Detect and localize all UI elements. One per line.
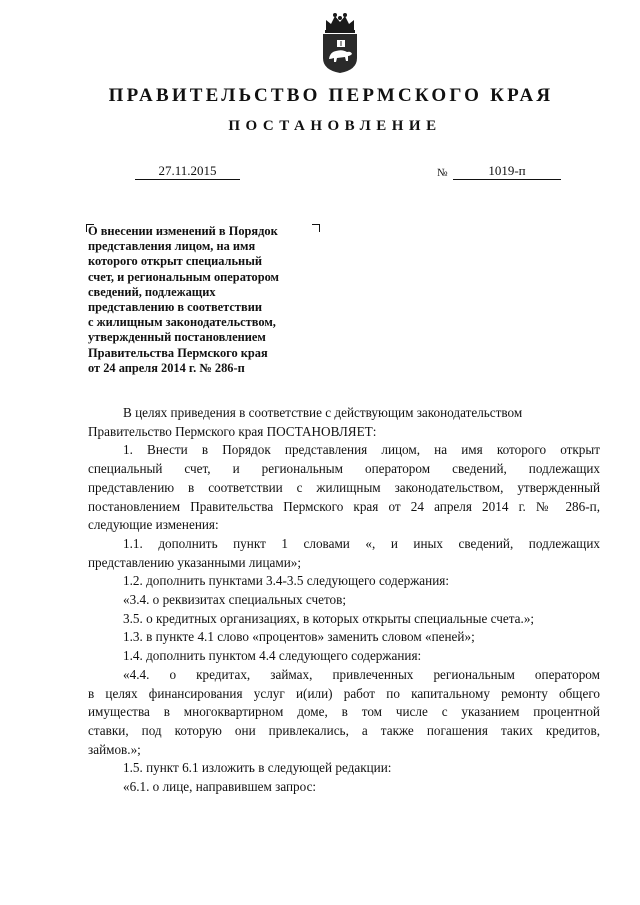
item-3-5: 3.5. о кредитных организациях, в которых открыты специальные счета.»; bbox=[123, 610, 535, 626]
document-date: 27.11.2015 bbox=[135, 163, 240, 180]
paragraph-1-line: специальный счет, и региональным оператором сведений, подлежащих bbox=[88, 461, 600, 477]
intro-line: Правительство Пермского края ПОСТАНОВЛЯЕТ: bbox=[88, 423, 377, 439]
document-number: 1019-п bbox=[453, 163, 561, 180]
intro-line: В целях приведения в соответствие с действующим законодательством bbox=[123, 405, 523, 420]
item-4-4-line: имущества в многоквартирном доме, в том числе с указанием процентной bbox=[88, 704, 600, 720]
subject-line: от 24 апреля 2014 г. № 286-п bbox=[88, 360, 245, 375]
item-3-4: «3.4. о реквизитах специальных счетов; bbox=[123, 592, 347, 608]
item-1-3: 1.3. в пункте 4.1 слово «процентов» заменить словом «пеней»; bbox=[123, 629, 475, 645]
paragraph-1-line: следующие изменения: bbox=[88, 517, 219, 533]
paragraph-1-line: представлению в соответствии с жилищным законодательством, утвержденный bbox=[88, 479, 600, 495]
item-1-1-line: представлению указанными лицами»; bbox=[88, 554, 302, 570]
item-4-4-line: «4.4. о кредитах, займах, привлеченных региональным оператором bbox=[123, 666, 600, 682]
item-6-1: «6.1. о лице, направившем запрос: bbox=[123, 779, 317, 795]
subject-line: счет, и региональным оператором bbox=[88, 269, 279, 284]
item-4-4-line: займов.»; bbox=[88, 741, 141, 757]
document-subject bbox=[88, 224, 320, 376]
number-sign: № bbox=[437, 167, 448, 179]
subject-line: Правительства Пермского края bbox=[88, 345, 268, 360]
item-4-4-line: в целях финансирования услуг и(или) работ по капитальному ремонту общего bbox=[88, 685, 600, 701]
subject-line: утвержденный постановлением bbox=[88, 330, 266, 345]
paragraph-1-line: 1. Внести в Порядок представления лицом, на имя которого открыт bbox=[123, 442, 600, 458]
item-1-1-line: 1.1. дополнить пункт 1 словами «, и иных сведений, подлежащих bbox=[123, 535, 600, 551]
item-4-4-line: ставки, под которую они привлекались, а также погашения таких кредитов, bbox=[88, 722, 600, 738]
subject-line: представлению в соответствии bbox=[88, 300, 262, 315]
item-1-4: 1.4. дополнить пунктом 4.4 следующего содержания: bbox=[123, 648, 422, 664]
subject-line: сведений, подлежащих bbox=[88, 284, 216, 299]
subject-line: представления лицом, на имя bbox=[88, 239, 256, 254]
item-1-5: 1.5. пункт 6.1 изложить в следующей редакции: bbox=[123, 760, 392, 776]
item-1-2: 1.2. дополнить пунктами 3.4-3.5 следующего содержания: bbox=[123, 573, 449, 589]
perm-krai-coat-of-arms-icon bbox=[320, 12, 360, 74]
subject-line: О внесении изменений в Порядок bbox=[88, 224, 278, 238]
subject-line: с жилищным законодательством, bbox=[88, 315, 276, 330]
government-title: ПРАВИТЕЛЬСТВО ПЕРМСКОГО КРАЯ bbox=[108, 85, 554, 106]
document-type: ПОСТАНОВЛЕНИЕ bbox=[228, 118, 442, 134]
document-body bbox=[88, 404, 600, 797]
subject-line: которого открыт специальный bbox=[88, 254, 263, 269]
paragraph-1-line: постановлением Правительства Пермского края от 24 апреля 2014 г. № 286-п, bbox=[88, 498, 600, 514]
